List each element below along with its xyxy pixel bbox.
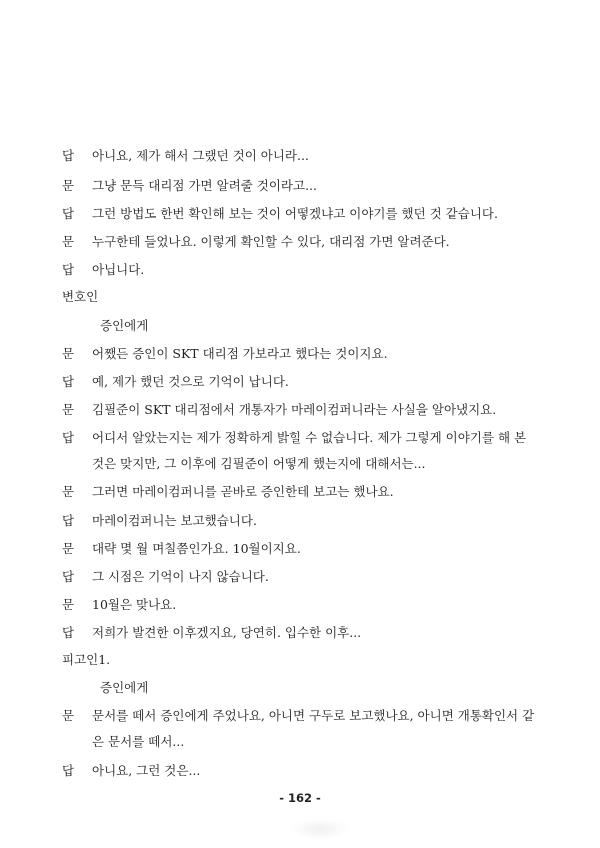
speaker-label: 답 [62,513,75,528]
speaker-label: 문 [62,346,75,361]
transcript-line [0,481,600,503]
line-text: 그러면 마레이컴퍼니를 곧바로 증인한테 보고는 했나요. [92,484,394,499]
line-text: 대략 몇 월 며칠쯤인가요. 10월이지요. [92,541,301,556]
speaker-label: 답 [62,374,75,389]
transcript-line [0,594,600,616]
line-text: 김필준이 SKT 대리점에서 개통자가 마레이컴퍼니라는 사실을 알아냈지요. [92,402,497,417]
transcript-line [0,760,600,782]
scan-smudge [290,818,350,840]
line-text: 누구한테 들었나요. 이렇게 확인할 수 있다, 대리점 가면 알려준다. [92,234,450,249]
transcript-line [0,510,600,532]
transcript-line [0,399,600,421]
line-text: 그런 방법도 한번 확인해 보는 것이 어떻겠냐고 이야기를 했던 것 같습니다. [92,206,498,221]
line-text: 것은 맞지만, 그 이후에 김필준이 어떻게 했는지에 대해서는... [92,456,426,471]
transcript-continuation [0,453,600,475]
transcript-line [0,175,600,197]
line-text: 어쨌든 증인이 SKT 대리점 가보라고 했다는 것이지요. [92,346,388,361]
speaker-label: 답 [62,625,75,640]
transcript-line [0,622,600,644]
line-text: 아닙니다. [92,262,145,277]
speaker-label: 답 [62,569,75,584]
line-text: 그냥 문득 대리점 가면 알려줄 것이라고... [92,178,317,193]
section-subheading: 증인에게 [100,680,149,695]
transcript-continuation [0,731,600,753]
transcript-line [0,538,600,560]
section-heading: 피고인1. [62,652,111,667]
speaker-label: 답 [62,262,75,277]
line-text: 그 시점은 기억이 나지 않습니다. [92,569,269,584]
section-heading: 변호인 [62,289,99,304]
section-subheading: 증인에게 [100,318,149,333]
line-text: 은 문서를 떼서... [92,734,185,749]
speaker-label: 문 [62,178,75,193]
speaker-label: 답 [62,430,75,445]
page-number: - 162 - [279,791,321,805]
line-text: 마레이컴퍼니는 보고했습니다. [92,513,257,528]
transcript-line [0,371,600,393]
line-text: 10월은 맞나요. [92,597,177,612]
transcript-line [0,145,600,167]
line-text: 아니요, 제가 해서 그랬던 것이 아니라... [92,148,309,163]
speaker-label: 문 [62,484,75,499]
speaker-label: 문 [62,708,75,723]
speaker-label: 답 [62,148,75,163]
transcript-line [0,259,600,281]
transcript-line [0,566,600,588]
transcript-line [0,705,600,727]
speaker-label: 답 [62,206,75,221]
line-text: 저희가 발견한 이후겠지요, 당연히. 입수한 이후... [92,625,362,640]
speaker-label: 문 [62,597,75,612]
speaker-label: 문 [62,234,75,249]
line-text: 어디서 알았는지는 제가 정확하게 밝힐 수 없습니다. 제가 그렇게 이야기를 해 본 [92,430,527,445]
line-text: 아니요, 그런 것은... [92,763,201,778]
speaker-label: 문 [62,402,75,417]
line-text: 문서를 떼서 증인에게 주었나요, 아니면 구두로 보고했나요, 아니면 개통확인서 같 [92,708,535,723]
speaker-label: 답 [62,763,75,778]
transcript-line [0,231,600,253]
transcript-line [0,203,600,225]
transcript-line [0,343,600,365]
speaker-label: 문 [62,541,75,556]
line-text: 예, 제가 했던 것으로 기억이 납니다. [92,374,289,389]
transcript-line [0,427,600,449]
